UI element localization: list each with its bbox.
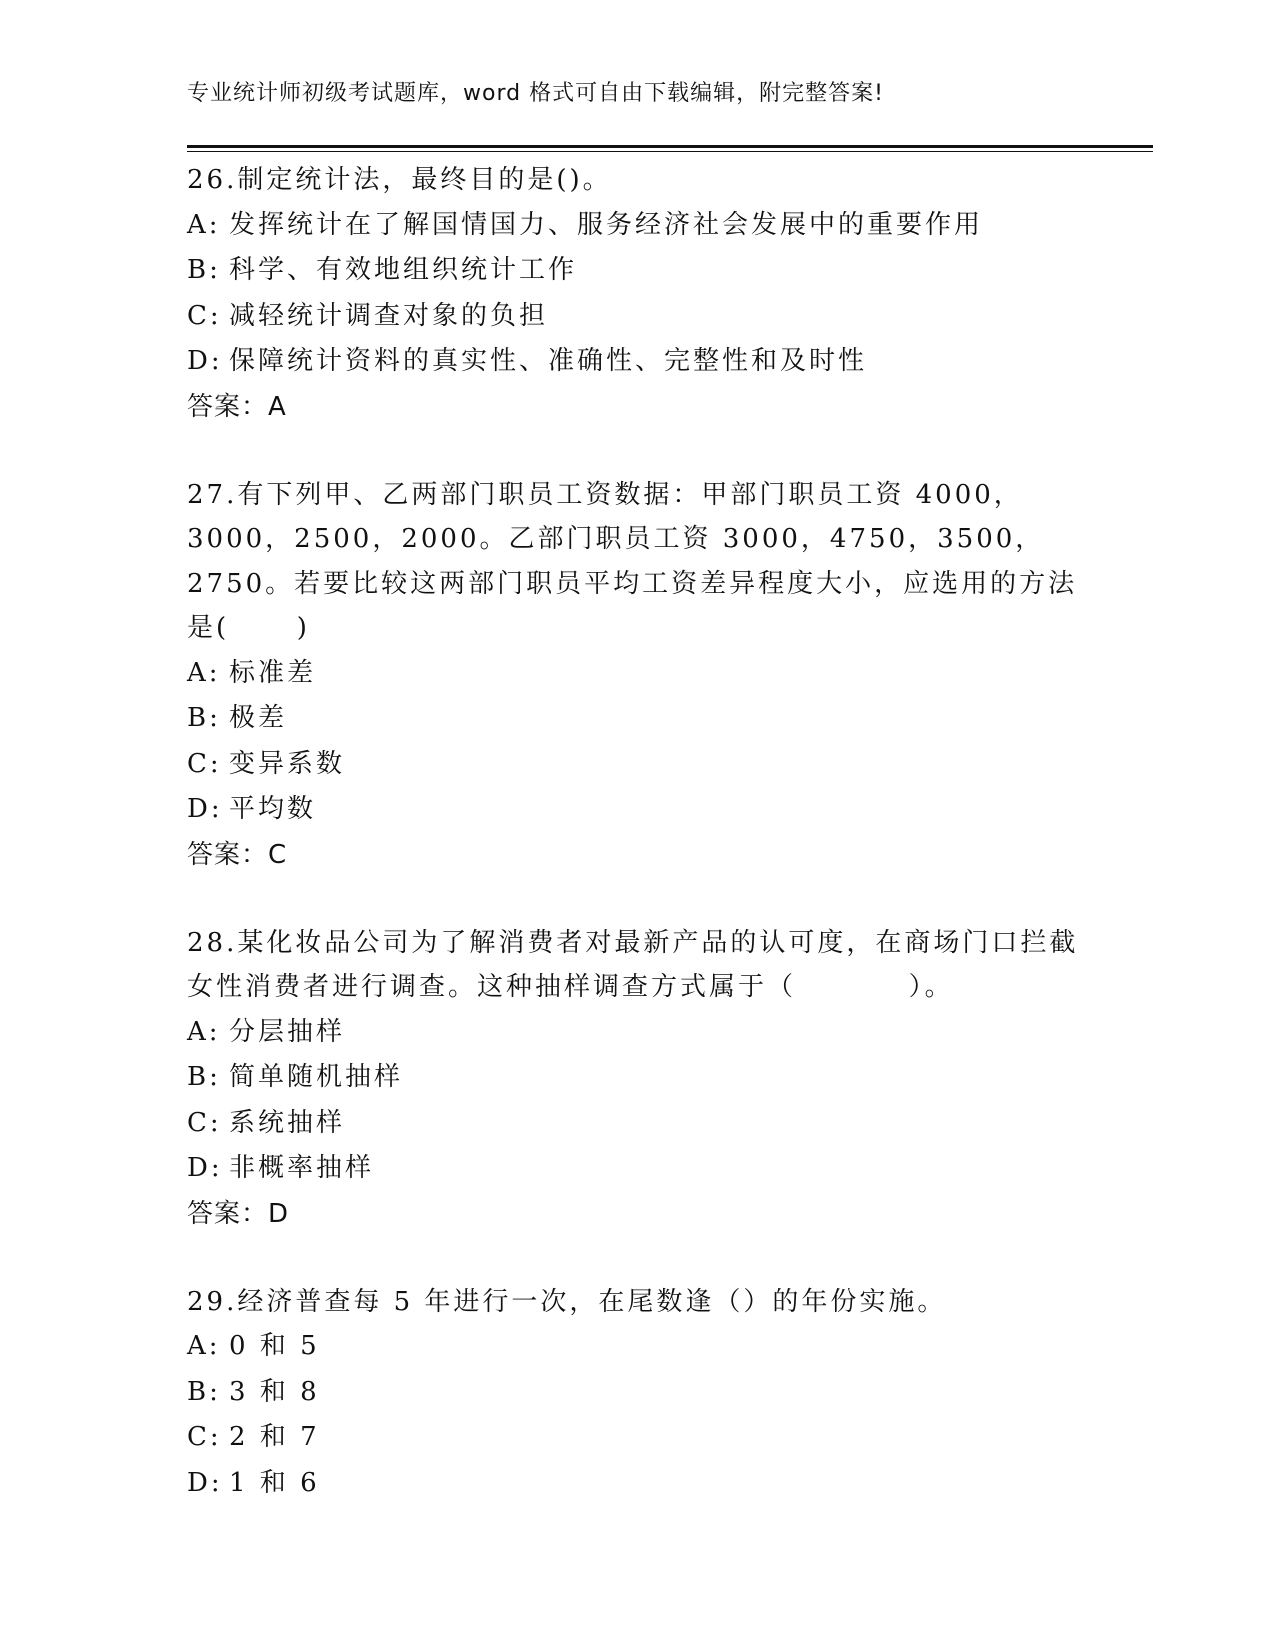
option-key: B: bbox=[187, 255, 221, 285]
option-key: D: bbox=[187, 346, 223, 376]
option-key: C: bbox=[187, 1107, 222, 1138]
option-key: A: bbox=[187, 1331, 221, 1361]
question-option bbox=[187, 1055, 1087, 1101]
option-text: 标准差 bbox=[229, 657, 317, 688]
option-key: C: bbox=[187, 748, 222, 779]
answer-label: 答案： bbox=[187, 1198, 269, 1229]
option-text: 变异系数 bbox=[229, 748, 346, 779]
option-key: D: bbox=[187, 1153, 223, 1183]
option-key: B: bbox=[187, 1062, 221, 1092]
question-block bbox=[187, 1280, 1087, 1507]
option-key: B: bbox=[187, 1376, 221, 1407]
page-header: 专业统计师初级考试题库，word 格式可自由下载编辑，附完整答案! bbox=[187, 81, 884, 106]
question-option bbox=[187, 294, 1087, 340]
question-block bbox=[187, 158, 1087, 429]
question-option bbox=[187, 248, 1087, 294]
answer-value: D bbox=[268, 1198, 290, 1229]
option-text: 2 和 7 bbox=[229, 1422, 320, 1452]
question-stem: 26.制定统计法，最终目的是()。 bbox=[187, 165, 612, 195]
option-text: 极差 bbox=[229, 703, 288, 733]
question-option bbox=[187, 787, 1087, 833]
option-text: 发挥统计在了解国情国力、服务经济社会发展中的重要作用 bbox=[229, 209, 984, 240]
question-option bbox=[187, 1010, 1087, 1056]
question-block bbox=[187, 473, 1087, 877]
option-text: 减轻统计调查对象的负担 bbox=[229, 300, 549, 331]
question-spacer bbox=[187, 1236, 1087, 1280]
question-stem: 27.有下列甲、乙两部门职员工资数据：甲部门职员工资 4000，3000，2500，2000。乙部门职员工资 3000，4750，3500，2750。若要比较这两部门职员平均工资差异程度大小，应选用的方法是( ) bbox=[187, 479, 1078, 643]
question-option bbox=[187, 651, 1087, 697]
question-spacer bbox=[187, 429, 1087, 473]
question-stem: 28.某化妆品公司为了解消费者对最新产品的认可度，在商场门口拦截女性消费者进行调查。这种抽样调查方式属于（ ）。 bbox=[187, 927, 1079, 1002]
answer-label: 答案： bbox=[187, 391, 269, 422]
answer-line bbox=[187, 1192, 1087, 1236]
question-option bbox=[187, 1146, 1087, 1192]
question-stem: 29.经济普查每 5 年进行一次，在尾数逢（）的年份实施。 bbox=[187, 1286, 947, 1317]
option-key: A: bbox=[187, 1016, 221, 1047]
option-key: C: bbox=[187, 1422, 222, 1452]
question-option bbox=[187, 1415, 1087, 1461]
option-text: 3 和 8 bbox=[229, 1376, 320, 1407]
header-divider-thick bbox=[187, 145, 1153, 148]
option-text: 保障统计资料的真实性、准确性、完整性和及时性 bbox=[229, 346, 868, 376]
option-text: 系统抽样 bbox=[229, 1107, 346, 1138]
header-divider-thin bbox=[187, 151, 1153, 152]
option-key: C: bbox=[187, 300, 222, 331]
option-key: D: bbox=[187, 1467, 223, 1498]
option-text: 0 和 5 bbox=[229, 1331, 320, 1361]
option-key: A: bbox=[187, 209, 221, 240]
question-option bbox=[187, 1101, 1087, 1147]
option-text: 平均数 bbox=[229, 794, 317, 824]
option-key: A: bbox=[187, 657, 221, 688]
question-option bbox=[187, 339, 1087, 385]
question-option bbox=[187, 1324, 1087, 1370]
option-text: 非概率抽样 bbox=[229, 1153, 375, 1183]
question-option bbox=[187, 1370, 1087, 1416]
answer-label: 答案： bbox=[187, 839, 269, 870]
option-key: B: bbox=[187, 703, 221, 733]
answer-line bbox=[187, 833, 1087, 877]
option-key: D: bbox=[187, 794, 223, 824]
answer-line bbox=[187, 385, 1087, 429]
question-list bbox=[187, 158, 1087, 1506]
question-option bbox=[187, 1461, 1087, 1507]
answer-value: C bbox=[268, 839, 288, 870]
option-text: 简单随机抽样 bbox=[229, 1062, 404, 1092]
answer-value: A bbox=[268, 391, 287, 422]
option-text: 1 和 6 bbox=[229, 1467, 320, 1498]
question-spacer bbox=[187, 877, 1087, 921]
question-option bbox=[187, 696, 1087, 742]
question-option bbox=[187, 203, 1087, 249]
question-block bbox=[187, 921, 1087, 1236]
option-text: 分层抽样 bbox=[229, 1016, 346, 1047]
option-text: 科学、有效地组织统计工作 bbox=[229, 255, 578, 285]
question-option bbox=[187, 742, 1087, 788]
